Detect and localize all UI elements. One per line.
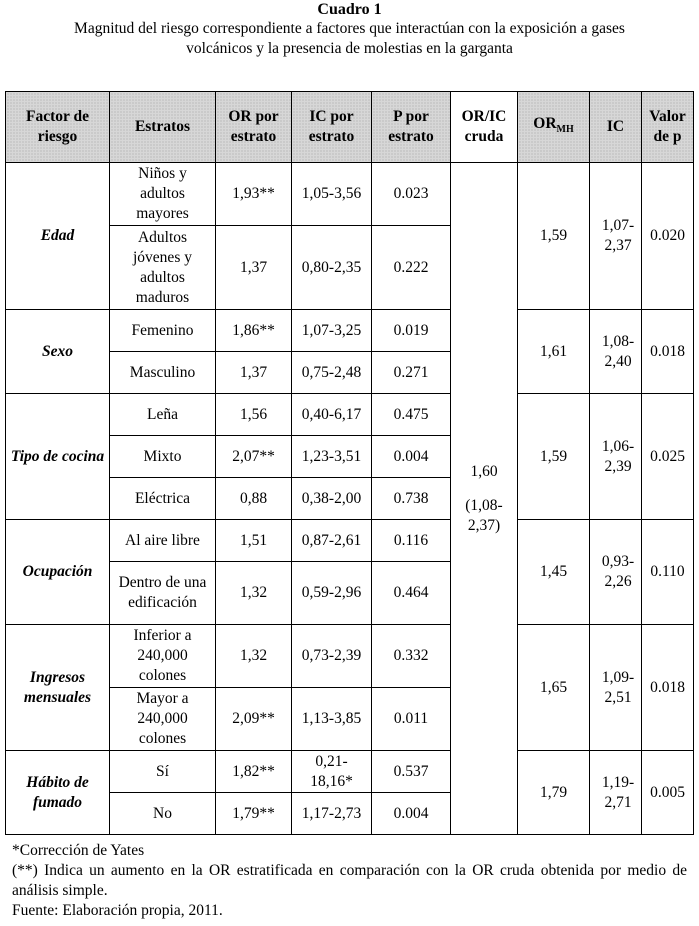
or-mh-cell-text: 1,61: [539, 342, 568, 360]
p-estrato-cell: [372, 793, 451, 835]
factor-cell-text: Tipo de cocina: [10, 447, 105, 465]
table-caption-title: Cuadro 1: [317, 1, 382, 18]
or-estrato-cell: [216, 562, 292, 625]
or-mh-cell: [518, 625, 590, 751]
estrato-cell-text: Eléctrica: [134, 489, 191, 507]
p-estrato-cell-text: 0.475: [393, 405, 429, 423]
ic-mh-cell: [590, 520, 642, 625]
ic-estrato-cell: [292, 793, 372, 835]
p-estrato-cell: [372, 352, 451, 394]
p-estrato-cell-text: 0.004: [393, 447, 429, 465]
estrato-cell-text: Niños y adultos mayores: [136, 165, 189, 222]
estrato-cell-text: Inferior a 240,000 colones: [133, 627, 192, 684]
or-mh-cell-text: 1,65: [539, 678, 568, 696]
note-source: Fuente: Elaboración propia, 2011.: [12, 902, 223, 919]
or-estrato-cell: [216, 520, 292, 562]
estrato-cell: [110, 562, 216, 625]
or-estrato-cell: [216, 793, 292, 835]
or-estrato-cell-text: 1,56: [239, 405, 268, 423]
header-ic-estrato: IC por estrato: [292, 92, 372, 163]
estrato-cell-text: Mixto: [143, 447, 182, 465]
or-estrato-cell: [216, 436, 292, 478]
table-caption-subtitle: [6, 19, 693, 59]
ic-estrato-cell: [292, 436, 372, 478]
p-estrato-cell: [372, 436, 451, 478]
valor-p-cell: [642, 163, 694, 310]
factor-cell: [6, 163, 110, 310]
ic-mh-cell-text: 1,08-2,40: [601, 332, 635, 370]
factor-cell: [6, 625, 110, 751]
ic-estrato-cell: [292, 751, 372, 793]
or-estrato-cell-text: 1,79**: [232, 804, 275, 822]
estrato-cell-text: Leña: [147, 405, 178, 423]
p-estrato-cell: [372, 562, 451, 625]
p-estrato-cell-text: 0.019: [393, 321, 429, 339]
or-estrato-cell: [216, 352, 292, 394]
ic-estrato-cell: [292, 310, 372, 352]
ic-estrato-cell: [292, 163, 372, 226]
valor-p-cell: [642, 625, 694, 751]
ic-mh-cell-text: 0,93-2,26: [601, 553, 635, 590]
or-mh-cell: [518, 394, 590, 520]
ic-estrato-cell: [292, 625, 372, 688]
ic-mh-cell: [590, 625, 642, 751]
or-estrato-cell-text: 1,51: [239, 531, 268, 549]
ic-mh-cell: [590, 751, 642, 835]
p-estrato-cell: [372, 520, 451, 562]
or-estrato-cell: [216, 751, 292, 793]
or-estrato-cell-text: 1,37: [239, 258, 268, 276]
or-estrato-cell-text: 1,32: [239, 647, 268, 664]
ic-mh-cell-text: 1,09-2,51: [601, 668, 635, 706]
or-estrato-cell-text: 2,07**: [232, 447, 275, 465]
or-estrato-cell: [216, 478, 292, 520]
or-mh-cell: [518, 163, 590, 310]
table-row: [6, 163, 694, 226]
table-row: [6, 520, 694, 562]
valor-p-cell-text: 0.025: [650, 447, 685, 465]
ic-estrato-cell-text: 0,87-2,61: [301, 531, 362, 549]
ic-estrato-cell: [292, 394, 372, 436]
ic-mh-cell-text: 1,07-2,37: [601, 217, 635, 254]
table-row: [6, 625, 694, 688]
p-estrato-cell: [372, 226, 451, 310]
ic-mh-cell-text: 1,06-2,39: [601, 437, 635, 475]
estrato-cell: [110, 310, 216, 352]
risk-table: [5, 91, 694, 835]
valor-p-cell-text: 0.018: [650, 342, 685, 360]
p-estrato-cell-text: 0.738: [393, 489, 429, 507]
ic-mh-cell: [590, 394, 642, 520]
ic-estrato-cell: [292, 352, 372, 394]
ic-mh-cell: [590, 163, 642, 310]
header-row: [6, 92, 694, 163]
table-row: [6, 310, 694, 352]
header-valor-p: Valor de p: [642, 92, 694, 163]
or-ic-cruda-cell: [451, 163, 518, 835]
p-estrato-cell-text: 0.271: [393, 363, 429, 381]
ic-estrato-cell-text: 0,59-2,96: [301, 584, 362, 601]
or-estrato-cell: [216, 688, 292, 751]
ic-estrato-cell-text: 0,21-18,16*: [310, 752, 353, 790]
ic-estrato-cell-text: 0,40-6,17: [301, 405, 362, 423]
subtitle-line-1: Magnitud del riesgo correspondiente a factores que interactúan con la exposición a gases: [74, 20, 625, 37]
ic-estrato-cell-text: 0,38-2,00: [301, 489, 362, 507]
estrato-cell: [110, 163, 216, 226]
p-estrato-cell-text: 0.222: [393, 258, 429, 276]
or-estrato-cell-text: 1,82**: [232, 762, 275, 780]
or-estrato-cell-text: 2,09**: [232, 710, 275, 727]
subtitle-line-2: volcánicos y la presencia de molestias en la garganta: [186, 40, 513, 57]
table-notes: [12, 841, 687, 921]
or-mh-cell-text: 1,79: [539, 783, 568, 801]
factor-cell-text: Sexo: [42, 342, 73, 360]
ic-mh-cell-text: 1,19-2,71: [601, 773, 635, 811]
header-or-mh-base: OR: [533, 114, 557, 132]
estrato-cell: [110, 688, 216, 751]
or-mh-cell-text: 1,59: [539, 447, 568, 465]
p-estrato-cell: [372, 478, 451, 520]
note-double-star: (**) Indica un aumento en la OR estratificada en comparación con la OR cruda obtenida por medio de análisis simple.: [12, 862, 687, 899]
table-row: [6, 394, 694, 436]
factor-cell-text: Ingresos mensuales: [23, 668, 92, 706]
or-estrato-cell: [216, 163, 292, 226]
ic-estrato-cell: [292, 562, 372, 625]
or-estrato-cell-text: 1,37: [239, 363, 268, 381]
or-mh-cell-text: 1,45: [539, 563, 568, 580]
crude-ic-value: (1,08-2,37): [465, 496, 503, 534]
valor-p-cell-text: 0.020: [650, 227, 685, 244]
factor-cell: [6, 751, 110, 835]
estrato-cell-text: Sí: [156, 762, 169, 780]
ic-estrato-cell-text: 1,05-3,56: [301, 185, 362, 202]
estrato-cell-text: Adultos jóvenes y adultos maduros: [133, 228, 192, 306]
or-estrato-cell-text: 1,32: [239, 584, 268, 601]
valor-p-cell-text: 0.005: [650, 783, 685, 801]
header-or-mh-subscript: MH: [556, 124, 574, 136]
header-factor: Factor de riesgo: [6, 92, 110, 163]
estrato-cell-text: Dentro de una edificación: [118, 574, 207, 611]
p-estrato-cell-text: 0.537: [393, 762, 429, 780]
or-estrato-cell-text: 1,86**: [232, 321, 275, 339]
or-estrato-cell: [216, 310, 292, 352]
or-mh-cell: [518, 751, 590, 835]
p-estrato-cell: [372, 310, 451, 352]
table-row: [6, 751, 694, 793]
valor-p-cell-text: 0.110: [650, 563, 685, 580]
p-estrato-cell: [372, 688, 451, 751]
or-mh-cell-text: 1,59: [539, 227, 568, 244]
p-estrato-cell: [372, 751, 451, 793]
ic-estrato-cell-text: 1,23-3,51: [301, 447, 362, 465]
valor-p-cell: [642, 310, 694, 394]
factor-cell-text: Hábito de fumado: [26, 773, 89, 811]
valor-p-cell: [642, 520, 694, 625]
factor-cell-text: Edad: [40, 227, 75, 244]
p-estrato-cell-text: 0.116: [393, 531, 429, 549]
valor-p-cell: [642, 751, 694, 835]
factor-cell: [6, 310, 110, 394]
estrato-cell: [110, 394, 216, 436]
factor-cell-text: Ocupación: [22, 563, 93, 580]
factor-cell: [6, 394, 110, 520]
ic-estrato-cell-text: 0,80-2,35: [301, 258, 362, 276]
estrato-cell: [110, 751, 216, 793]
p-estrato-cell-text: 0.004: [393, 804, 429, 822]
or-estrato-cell: [216, 625, 292, 688]
valor-p-cell: [642, 394, 694, 520]
or-mh-cell: [518, 520, 590, 625]
estrato-cell: [110, 478, 216, 520]
header-or-mh: [518, 92, 590, 163]
ic-estrato-cell: [292, 520, 372, 562]
or-estrato-cell-text: 1,93**: [232, 185, 275, 202]
or-estrato-cell: [216, 394, 292, 436]
estrato-cell: [110, 520, 216, 562]
p-estrato-cell-text: 0.332: [393, 647, 429, 664]
header-estratos: Estratos: [110, 92, 216, 163]
estrato-cell-text: Masculino: [129, 363, 196, 381]
ic-estrato-cell: [292, 478, 372, 520]
ic-estrato-cell-text: 1,07-3,25: [301, 321, 362, 339]
estrato-cell-text: Al aire libre: [125, 531, 200, 549]
header-p-estrato: P por estrato: [372, 92, 451, 163]
header-or-ic-cruda: OR/IC cruda: [451, 92, 518, 163]
p-estrato-cell: [372, 163, 451, 226]
or-estrato-cell-text: 0,88: [239, 489, 268, 507]
or-estrato-cell: [216, 226, 292, 310]
ic-estrato-cell: [292, 226, 372, 310]
ic-estrato-cell-text: 1,13-3,85: [301, 710, 362, 727]
ic-estrato-cell-text: 0,75-2,48: [301, 363, 362, 381]
ic-estrato-cell: [292, 688, 372, 751]
factor-cell: [6, 520, 110, 625]
p-estrato-cell: [372, 625, 451, 688]
crude-or-value: 1,60: [470, 462, 498, 480]
ic-estrato-cell-text: 1,17-2,73: [301, 804, 362, 822]
estrato-cell: [110, 352, 216, 394]
header-ic: IC: [590, 92, 642, 163]
estrato-cell: [110, 793, 216, 835]
estrato-cell: [110, 226, 216, 310]
note-yates: *Corrección de Yates: [12, 842, 145, 859]
table-body: [6, 163, 694, 835]
ic-mh-cell: [590, 310, 642, 394]
valor-p-cell-text: 0.018: [650, 678, 685, 696]
estrato-cell-text: Femenino: [131, 321, 194, 339]
header-or-estrato: OR por estrato: [216, 92, 292, 163]
p-estrato-cell-text: 0.023: [393, 185, 429, 202]
p-estrato-cell-text: 0.464: [393, 584, 429, 601]
estrato-cell-text: No: [153, 804, 172, 822]
p-estrato-cell: [372, 394, 451, 436]
estrato-cell: [110, 625, 216, 688]
p-estrato-cell-text: 0.011: [393, 710, 429, 727]
estrato-cell: [110, 436, 216, 478]
ic-estrato-cell-text: 0,73-2,39: [301, 647, 362, 664]
or-mh-cell: [518, 310, 590, 394]
estrato-cell-text: Mayor a 240,000 colones: [136, 690, 189, 747]
